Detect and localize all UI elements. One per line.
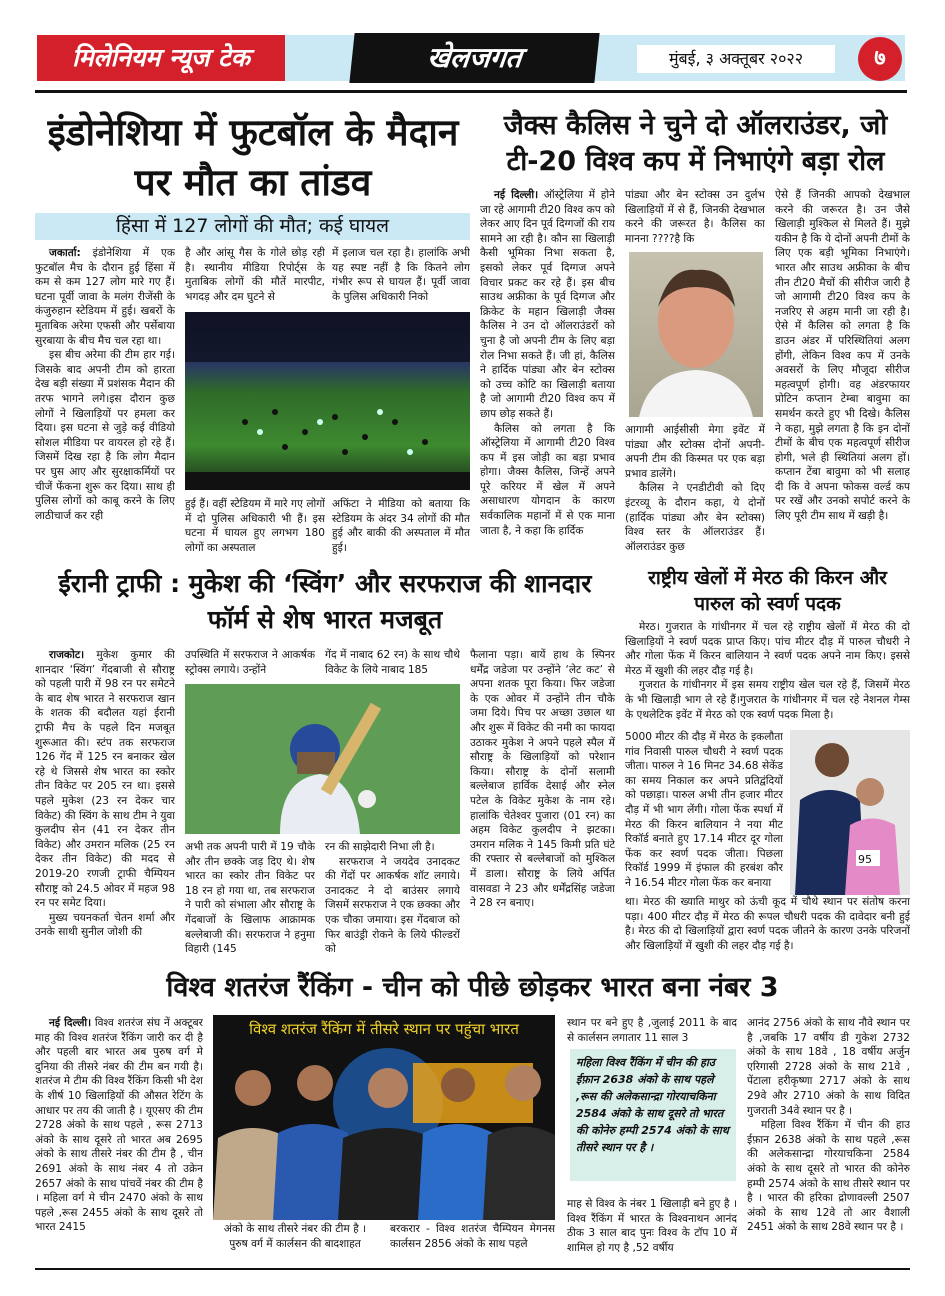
sarfaraz-photo [185,684,460,834]
chess-headline: विश्व शतरंज रैंकिंग - चीन को पीछे छोड़कर भारत बना नंबर 3 [166,972,779,1003]
paper-name: मिलेनियम न्यूज टेक [37,35,285,81]
meerut-top: मेरठ। गुजरात के गांधीनगर में चल रहे राष्ट्रीय खेलों में मेरठ की दो खिलाड़ियों ने स्वर्ण पदक प्राप्त किए। पांच मीटर दौड़ में पारुल चौधरी ने और गोला फेंक में किरन बालियान ने स्वर्ण पदक अपने नाम किए। इससे मेरठ में खुशी की लहर दौड़ गई है। गुजरात के गांधीनगर में इस समय राष्ट्रीय खेल चल रहे हैं, जिसमें मेरठ के भी खिलाड़ी भाग ले रहे हैं।गुजरात के गांधीनगर में चल रहे नेशनल गेम्स के एथलेटिक इवेंट में मेरठ को एक स्वर्ण पदक मिला है। [625,621,910,721]
paragraph: इस बीच अरेमा की टीम हार गई। जिसके बाद अपनी टीम को हारता देख बड़ी संख्या में प्रशंसक मैदान की तरफ भागने लगे।इस दौरान कुछ लोगों ने खिलाड़ियों पर हमला कर दिया। इस घटना से जुड़े कई वीडियो सोशल मीडिया पर वायरल हो रहे हैं। जिसमें दिख रहा है कि लोग मैदान पर घुस आए और सुरक्षाकर्मियों पर चीजें फेंकना शुरू कर दिया। साथ ही पुलिस लोगों को काबू करने के लिए लाठीचार्ज कर रही [35,349,175,522]
chess-col3-top: स्थान पर बने हुए है ,जुलाई 2011 के बाद से कार्लसन लगातार 11 साल 3 [567,1017,737,1044]
dateline: नई दिल्ली। [49,1017,92,1029]
dateline: राजकोट। [49,649,85,661]
page-number: ७ [858,37,902,81]
kallis-col2-bottom: आगामी आईसीसी मेगा इवेंट में पांड्या और स्टोक्स दोनों अपनी-अपनी टीम की किस्मत पर एक बड़ा प्रभाव डालेंगे। कैलिस ने एनडीटीवी को दिए इंटरव्यू के दौरान कहा, ये दोनों (हार्दिक पांड्या और बेन स्टोक्स) विश्व स्तर के ऑलराउंडर हैं। ऑलराउंडर कुछ [625,424,765,553]
indonesia-col2-top: है और आंसू गैस के गोले छोड़ रही है। स्थानीय मीडिया रिपोर्ट्स के मुताबिक लोगों की मौतें मारपीट, भगदड़ और दम घुटने से [185,247,325,303]
indonesia-subhead: हिंसा में 127 लोगों की मौत; कई घायल [35,213,470,240]
section-title: खेलजगत [349,33,599,83]
footer-rule [35,1268,910,1270]
paragraph: मुख्य चयनकर्ता चेतन शर्मा और उनके साथी सुनील जोशी की [35,911,175,939]
meerut-left: 5000 मीटर की दौड़ में मेरठ के इकलौता गांव निवासी पारुल चौधरी ने स्वर्ण पदक जीता। पारुल ने 16 मिनट 34.68 सेकेंड का समय निकाल कर अपने प्रतिद्वंदियों को पछाड़ा। पारुल अभी तीन हजार मीटर दौड़ में भी भाग लेंगी। गोला फेंक स्पर्धा में मेरठ की किरन बालियान ने नया मीट रिकॉर्ड बनाते हुए 17.14 मीटर दूर गोला फेंक कर स्वर्ण पदक जीता। पिछला रिकॉर्ड 1999 में इंफाल की हरबंश कौर ने 16.54 मीटर गोला फेंक कर बनाया [625,731,783,889]
paragraph: ऑस्ट्रेलिया में होने जा रहे आगामी टी20 विश्व कप को लेकर आए दिन पूर्व दिग्गजों की राय सामने आ रही है। कौन सा खिलाड़ी कैसी भूमिका निभा सकता है, इसको लेकर पूर्व दिग्गज अपने विचार प्रकट कर रहे हैं। इस बीच साउथ अफ्रीका के पूर्व दिग्गज और क्रिकेट के महान खिलाड़ी जैक्स कैलिस ने उन दो ऑलराउंडरों को चुना है जो अपनी टीम के लिए बड़ा रोल निभा सकते हैं। जी हां, कैलिस ने हार्दिक पांड्या और बेन स्टोक्स को उच्च कोटि का खिलाड़ी बताया है जो आगामी टी20 विश्व कप में छाप छोड़ सकते हैं। [480,189,615,420]
dateline: मुंबई, ३ अक्तूबर २०२२ [637,45,835,73]
dateline: जकार्ता: [49,247,81,259]
meerut-headline: राष्ट्रीय खेलों में मेरठ की किरन और पारुल को स्वर्ण पदक [648,567,887,615]
indonesia-col3-top: में इलाज चल रहा है। हालांकि अभी यह स्पष्ट नहीं है कि कितने लोग गंभीर रूप से घायल हैं। पूर्वी जावा के पुलिस अधिकारी निको [332,247,470,303]
kallis-col1 [480,188,615,558]
kallis-col2-top: पांड्या और बेन स्टोक्स उन दुर्लभ खिलाड़ियों में से हैं, जिनकी देखभाल करने की जरूरत है। कैलिस का मानना ????है कि [625,189,765,245]
chess-caption-left: अंको के साथ तीसरे नंबर की टीम है । पुरुष वर्ग में कार्लसन की बादशाहत [223,1223,367,1250]
chess-players-photo [213,1015,555,1220]
chess-col1 [35,1016,203,1260]
kallis-headline: जैक्स कैलिस ने चुने दो ऑलराउंडर, जो टी-20 विश्व कप में निभाएंगे बड़ा रोल [503,110,888,177]
irani-col2-bottom: अभी तक अपनी पारी में 19 चौके और तीन छक्के जड़ दिए थे। शेष भारत का स्कोर तीन विकेट पर 18 रन हो गया था, तब सरफराज ने पारी को संभाला और सौराष्ट्र के गेंदबाजों के खिलाफ आक्रामक बल्लेबाजी की। सरफराज ने हनुमा विहारी (145 [185,841,315,956]
chess-col3-bottom: माह से विश्व के नंबर 1 खिलाड़ी बने हुए है । विश्व रैंकिंग में भारत के विश्वनाथन आनंद ठीक 3 साल बाद पुनः विश्व के टॉप 10 में शामिल हो गए है ,52 वर्षीय [567,1198,737,1254]
paragraph: मुकेश कुमार की शानदार ‘स्विंग’ गेंदबाजी से सौराष्ट्र को पहली पारी में 98 रन पर समेटने के बाद शेष भारत ने सरफराज खान के शतक की बदौलत यहां ईरानी ट्राफी मैच के पहले दिन मजबूत शुरूआत की। स्टंप तक सरफराज 126 गेंद में 125 रन बनाकर खेल रहे थे जिससे शेष भारत का स्कोर तीन विकेट पर 205 रन था। इससे पहले मुकेश (23 रन देकर चार विकेट) की स्विंग के साथ टीम ने युवा कुलदीप सेन (41 रन देकर तीन विकेट) और उमरान मलिक (25 रन देकर तीन विकेट) की मदद से 2019-20 रणजी ट्राफी चैम्पियन सौराष्ट्र को 24.5 ओवर में महज 98 रन पर समेट दिया। [35,649,175,910]
meerut-bottom: था। मेरठ की ख्याति माथुर को ऊंची कूद में चौथे स्थान पर संतोष करना पड़ा। 400 मीटर दौड़ में मेरठ की रूपल चौधरी पदक की दावेदार बनी हुई है। मेरठ की दो खिलाड़ियों द्वारा स्वर्ण पदक जीतने के कारण उनके परिजनों और खिलाड़ियों में खुशी की लहर दौड़ गई है। [625,896,910,952]
irani-col3-top: गेंद में नाबाद 62 रन) के साथ चौथे विकेट के लिये नाबाद 185 [325,649,460,676]
indonesia-col1 [35,246,175,558]
dateline: नई दिल्ली। [494,189,539,201]
indonesia-col3-bottom: अफिंटा ने मीडिया को बताया कि स्टेडियम के अंदर 34 लोगों की मौत हुई और बाकी की अस्पताल में मौत हुई। [332,498,470,554]
chess-image-title: विश्व शतरंज रैंकिंग में तीसरे स्थान पर पहुंचा भारत [249,1020,519,1038]
irani-col1 [35,648,175,958]
bib-number: 95 [858,853,872,866]
paragraph: विश्व शतरंज संघ नें अक्टूबर माह की विश्व शतरंज रैंकिंग जारी कर दी है और पहली बार भारत अब पुरुष वर्ग मे दुनिया की तीसरे नंबर की टीम बन गयी है। शतरंज मे टीम की विश्व रैंकिंग किसी भी देश के शीर्ष 10 खिलाड़ियों की औसत रेटिंग के आधार पर तय की जाती है । यूएसए की टीम 2728 अंको के साथ पहले , रूस 2713 अंको के साथ दूसरे तो भारत अब 2695 अंको के साथ तीसरे नंबर की टीम है , चीन 2691 अंको के साथ नंबर 4 तो उक्रेन 2657 अंको के साथ पांचवें नंबर की टीम है । महिला वर्ग मे चीन 2470 अंको के साथ पहले ,रूस 2455 अंको के साथ दूसरे तो भारत 2415 [35,1017,203,1234]
masthead-rule [35,90,907,93]
indonesia-headline: इंडोनेशिया में फुटबॉल के मैदान पर मौत का तांडव [47,111,459,204]
kallis-col3: ऐसे हैं जिनकी आपको देखभाल करने की जरूरत है। उन जैसे खिलाड़ी मुश्किल से मिलते हैं। मुझे यकीन है कि ये दोनों अपनी टीमों के लिए एक बड़ी भूमिका निभाएंगे। भारत और साउथ अफ्रीका के बीच तीन टी20 मैचों की सीरीज जारी है जो आगामी टी20 विश्व कप के नजरिए से अहम मानी जा रही है। ऐसे में कैलिस को लगता है कि डाउन अंडर में परिस्थितियां अलग होंगी, लेकिन विश्व कप में उनके अवसरों के लिए मौजूदा सीरीज महत्वपूर्ण होगी। वह अंडरफायर प्रोटिन कप्तान टेम्बा बावुमा का समर्थन करते हुए भी दिखे। कैलिस ने कहा, मुझे लगता है कि इन दोनों टीमों के बीच एक महत्वपूर्ण सीरीज होगी, भले ही स्थितियां अलग हों। कप्तान टेंबा बावुमा को भी सलाह दी कि वे अपना फोकस वर्ल्ड कप पर रखें और उनको सपोर्ट करने के लिए पूरी टीम साथ में खड़ी है। [775,189,910,523]
irani-headline: ईरानी ट्राफी : मुकेश की ‘स्विंग’ और सरफराज की शानदार फॉर्म से शेष भारत मजबूत [58,569,592,634]
stadium-photo [185,312,470,490]
chess-caption-right: बरकरार - विश्व शतरंज चैम्पियन मेगनस कार्लसन 2856 अंको के साथ पहले [390,1223,555,1250]
irani-col4: फैलाना पड़ा। बायें हाथ के स्पिनर धर्मेंद्र जडेजा पर उन्होंने ‘लेट कट’ से अपना शतक पूरा किया। फिर जडेजा के एक ओवर में उन्होंने तीन चौके जमा दिये। पिच पर अच्छा उछाल था और शुरू में विकेट की नमी का फायदा उठाकर मुकेश ने अपने पहले स्पैल में सौराष्ट्र के खिलाड़ियों को परेशान किया। सौराष्ट्र के दोनों सलामी बल्लेबाज हार्विक देसाई और स्नेल पटेल के विकेट मुकेश के नाम रहे। हालांकि चेतेश्वर पुजारा (01 रन) का अहम विकेट कुलदीप ने झटका। उमरान मलिक ने 145 किमी प्रति घंटे की रफ्तार से बल्लेबाजों को मुश्किल में डाला। सौराष्ट्र के लिये अर्पित वासवडा ने 23 और धर्मेंद्रसिंह जडेजा ने 28 रन बनाए। [470,649,615,910]
kallis-photo [629,252,763,417]
paragraph: इंडोनेशिया में एक फुटबॉल मैच के दौरान हुई हिंसा में कम से कम 127 लोग मारे गए हैं। घटना पूर्वी जावा के मलंग रीजेंसी के कंजुरुहान स्टेडियम में हुई। खबरों के मुताबिक अरेमा एफसी और पर्सेबाया सुरबाया के बीच मैच चल रहा था। [35,247,175,347]
irani-col3-bottom: रन की साझेदारी निभा ली है। सरफराज ने जयदेव उनादकट की गेंदों पर आकर्षक शॉट लगाये। उनादकट ने दो बाउंसर लगाये जिसमें सरफराज ने एक छक्का और एक चौका जमाया। इस गेंदबाज को फिर बाउंड्री रोकने के लिये फील्डरों को [325,841,460,956]
indonesia-col2-bottom: हुई हैं। वहीं स्टेडियम में मारे गए लोगों में दो पुलिस अधिकारी भी हैं। इस घटना में घायल हुए लगभग 180 लोगों का अस्पताल [185,498,325,554]
irani-col2-top: उपस्थिति में सरफराज ने आकर्षक स्ट्रोक्स लगाये। उन्होंने [185,649,315,676]
chess-pullquote: महिला विश्व रैंकिंग में चीन की हाउ ईफ़ान 2638 अंको के साथ पहले ,रूस की अलेकसान्द्रा गोरयाचकिना 2584 अंको के साथ दूसरे तो भारत की कोनेरु हम्पी 2574 अंको के साथ तीसरे स्थान पर है । [570,1049,736,1181]
chess-col4: आनंद 2756 अंको के साथ नौवे स्थान पर है ,जबकि 17 वर्षीय डी गुकेश 2732 अंको के साथ 18वे , 18 वर्षीय अर्जुन एरिगासी 2728 अंको के साथ 21वे , पेंटाला हरीकृष्णा 2717 अंको के साथ 29वे और 2710 अंको के साथ विदित गुजराती 34वे स्थान पर है । महिला विश्व रैंकिंग में चीन की हाउ ईफ़ान 2638 अंको के साथ पहले ,रूस की अलेकसान्द्रा गोरयाचकिना 2584 अंको के साथ दूसरे तो भारत की कोनेरु हम्पी 2574 अंको के साथ तीसरे स्थान पर है । भारत की हरिका द्रोणावल्ली 2507 अंको के साथ 12वे तो आर वैशाली 2451 अंको के साथ 28वे स्थान पर है । [747,1017,910,1234]
athletes-photo [790,730,910,895]
paragraph: कैलिस को लगता है कि ऑस्ट्रेलिया में आगामी टी20 विश्व कप में इस जोड़ी का बड़ा प्रभाव होगा। जैक्स कैलिस, जिन्हें अपने पूरे करियर में खेल में अपने असाधारण योगदान के कारण सर्वकालिक महानों में से एक माना जाता है, ने कहा कि हार्दिक [480,422,615,537]
